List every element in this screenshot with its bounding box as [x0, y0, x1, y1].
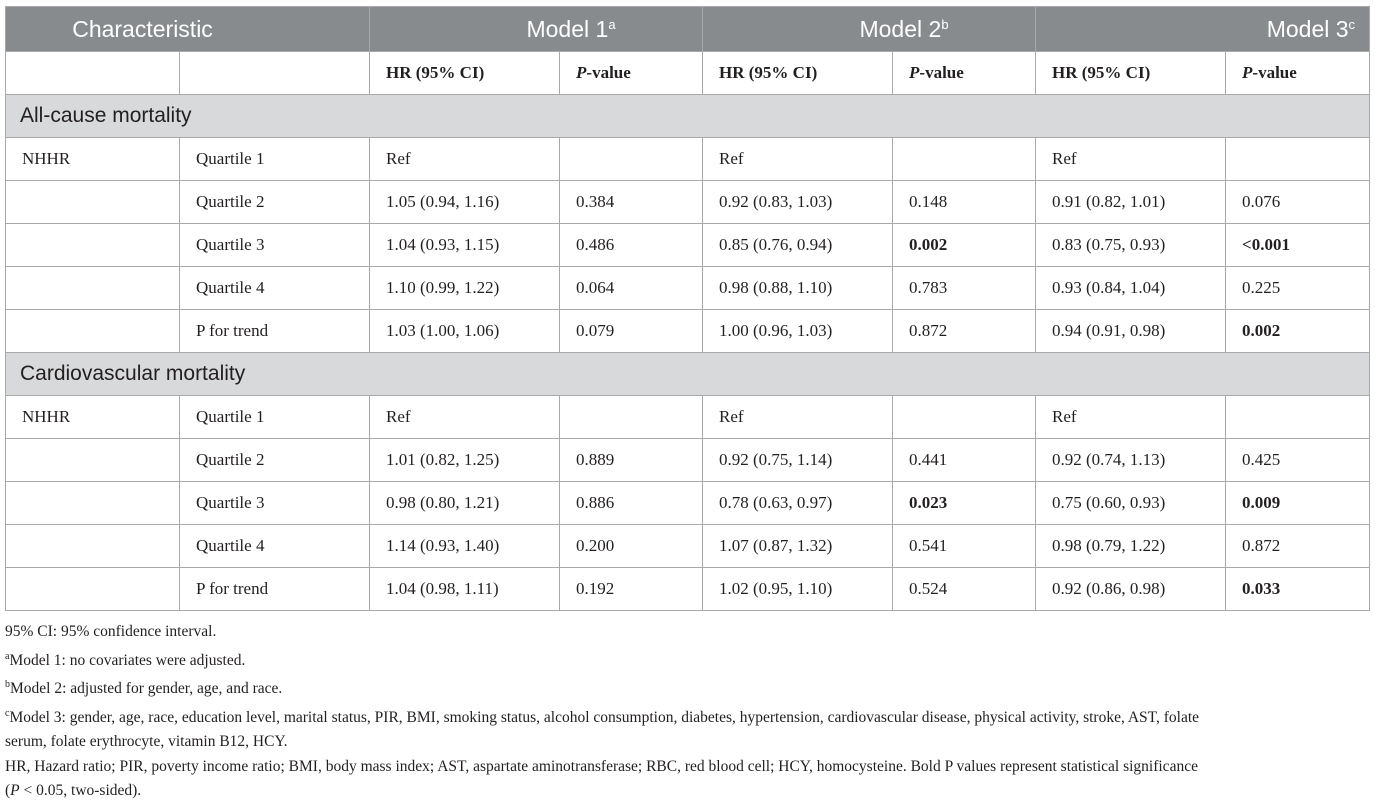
- header-model-3: Model 3$^c$: [1036, 7, 1370, 52]
- subheader-row: [6, 52, 1370, 95]
- table-row: Quartile 3 1.04 (0.93, 1.15) 0.486 0.85 (0.76, 0.94) 0.002 0.83 (0.75, 0.93) <0.001: [6, 224, 1370, 267]
- table-row: P for trend 1.04 (0.98, 1.11) 0.192 1.02 (0.95, 1.10) 0.524 0.92 (0.86, 0.98) 0.033: [6, 568, 1370, 611]
- subheader-p: P-value: [560, 52, 703, 95]
- subheader-p: P-value: [893, 52, 1036, 95]
- subheader-hr: HR (95% CI): [703, 52, 893, 95]
- table-row: Quartile 3 0.98 (0.80, 1.21) 0.886 0.78 (0.63, 0.97) 0.023 0.75 (0.60, 0.93) 0.009: [6, 482, 1370, 525]
- footnote-abbreviations: HR, Hazard ratio; PIR, poverty income ratio; BMI, body mass index; AST, aspartate aminotransferase; RBC, red blood cell; HCY, homocysteine. Bold P values represent statistical significance (P < 0.05, two-sided).: [5, 757, 1198, 800]
- footnote-c: $^c$Model 3: gender, age, race, education level, marital status, PIR, BMI, smoking status, alcohol consumption, diabetes, hypertension, cardiovascular disease, physical activity, stroke, AST, folate serum, folate erythrocyte, vitamin B12, HCY.: [5, 707, 1200, 751]
- section-title-row: [6, 353, 1370, 396]
- table-row: NHHR Quartile 1 Ref Ref Ref: [6, 138, 1370, 181]
- footnote-a: $^a$Model 1: no covariates were adjusted.: [5, 650, 246, 669]
- table-row: Quartile 4 1.10 (0.99, 1.22) 0.064 0.98 (0.88, 1.10) 0.783 0.93 (0.84, 1.04) 0.225: [6, 267, 1370, 310]
- subheader-hr: HR (95% CI): [370, 52, 560, 95]
- table-row: P for trend 1.03 (1.00, 1.06) 0.079 1.00 (0.96, 1.03) 0.872 0.94 (0.91, 0.98) 0.002: [6, 310, 1370, 353]
- table-row: Quartile 2 1.05 (0.94, 1.16) 0.384 0.92 (0.83, 1.03) 0.148 0.91 (0.82, 1.01) 0.076: [6, 181, 1370, 224]
- table-row: Quartile 2 1.01 (0.82, 1.25) 0.889 0.92 (0.75, 1.14) 0.441 0.92 (0.74, 1.13) 0.425: [6, 439, 1370, 482]
- section-title: All-cause mortality: [6, 95, 1370, 138]
- section-title: Cardiovascular mortality: [6, 353, 1370, 396]
- table-footnotes: [5, 620, 1369, 804]
- header-model-2: Model 2$^b$: [703, 7, 1036, 52]
- footnote-ci: 95% CI: 95% confidence interval.: [5, 623, 217, 640]
- table-row: Quartile 4 1.14 (0.93, 1.40) 0.200 1.07 (0.87, 1.32) 0.541 0.98 (0.79, 1.22) 0.872: [6, 525, 1370, 568]
- results-table: [5, 6, 1370, 611]
- footnote-b: $^b$Model 2: adjusted for gender, age, and race.: [5, 679, 283, 698]
- header-characteristic: Characteristic: [6, 7, 370, 52]
- table-row: NHHR Quartile 1 Ref Ref Ref: [6, 396, 1370, 439]
- subheader-p: P-value: [1226, 52, 1370, 95]
- subheader-hr: HR (95% CI): [1036, 52, 1226, 95]
- header-model-1: Model 1$^a$: [370, 7, 703, 52]
- section-title-row: [6, 95, 1370, 138]
- header-row: [6, 7, 1370, 52]
